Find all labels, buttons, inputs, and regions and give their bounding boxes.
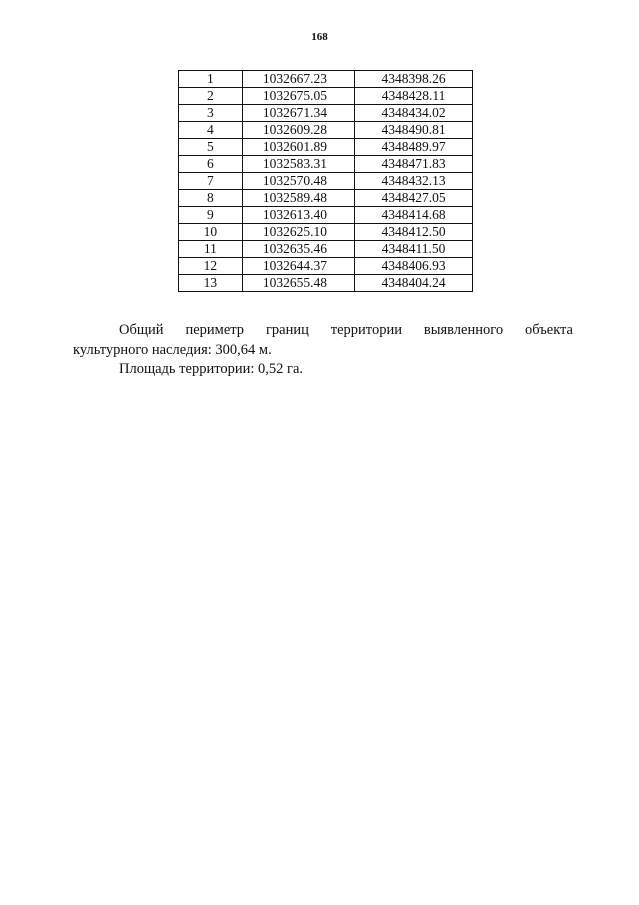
x-coordinate-cell: 1032583.31	[242, 156, 354, 173]
coordinates-table	[178, 70, 473, 292]
y-coordinate-cell: 4348428.11	[355, 88, 473, 105]
point-number-cell: 11	[179, 241, 243, 258]
x-coordinate-cell: 1032625.10	[242, 224, 354, 241]
point-number-cell: 12	[179, 258, 243, 275]
point-number-cell: 3	[179, 105, 243, 122]
point-number-cell: 2	[179, 88, 243, 105]
x-coordinate-cell: 1032635.46	[242, 241, 354, 258]
y-coordinate-cell: 4348490.81	[355, 122, 473, 139]
y-coordinate-cell: 4348412.50	[355, 224, 473, 241]
area-text: Площадь территории: 0,52 га.	[119, 361, 304, 377]
point-number-cell: 5	[179, 139, 243, 156]
point-number-cell: 7	[179, 173, 243, 190]
point-number-cell: 4	[179, 122, 243, 139]
x-coordinate-cell: 1032655.48	[242, 275, 354, 292]
x-coordinate-cell: 1032644.37	[242, 258, 354, 275]
perimeter-text-line1: Общий периметр границ территории выявленного объекта	[119, 322, 573, 338]
page-number: 168	[311, 31, 328, 43]
table-row	[179, 139, 473, 156]
x-coordinate-cell: 1032589.48	[242, 190, 354, 207]
table-row	[179, 122, 473, 139]
x-coordinate-cell: 1032675.05	[242, 88, 354, 105]
table-row	[179, 173, 473, 190]
y-coordinate-cell: 4348434.02	[355, 105, 473, 122]
point-number-cell: 10	[179, 224, 243, 241]
table-row	[179, 156, 473, 173]
y-coordinate-cell: 4348411.50	[355, 241, 473, 258]
coordinates-table-body	[179, 71, 473, 292]
table-row	[179, 71, 473, 88]
table-row	[179, 275, 473, 292]
table-row	[179, 241, 473, 258]
table-row	[179, 258, 473, 275]
perimeter-text-line2: культурного наследия: 300,64 м.	[73, 342, 272, 358]
x-coordinate-cell: 1032613.40	[242, 207, 354, 224]
x-coordinate-cell: 1032609.28	[242, 122, 354, 139]
y-coordinate-cell: 4348406.93	[355, 258, 473, 275]
table-row	[179, 207, 473, 224]
table-row	[179, 190, 473, 207]
point-number-cell: 6	[179, 156, 243, 173]
point-number-cell: 13	[179, 275, 243, 292]
y-coordinate-cell: 4348432.13	[355, 173, 473, 190]
table-row	[179, 224, 473, 241]
x-coordinate-cell: 1032601.89	[242, 139, 354, 156]
y-coordinate-cell: 4348414.68	[355, 207, 473, 224]
y-coordinate-cell: 4348427.05	[355, 190, 473, 207]
x-coordinate-cell: 1032667.23	[242, 71, 354, 88]
point-number-cell: 9	[179, 207, 243, 224]
x-coordinate-cell: 1032671.34	[242, 105, 354, 122]
table-row	[179, 88, 473, 105]
table-row	[179, 105, 473, 122]
point-number-cell: 8	[179, 190, 243, 207]
y-coordinate-cell: 4348404.24	[355, 275, 473, 292]
y-coordinate-cell: 4348489.97	[355, 139, 473, 156]
x-coordinate-cell: 1032570.48	[242, 173, 354, 190]
y-coordinate-cell: 4348471.83	[355, 156, 473, 173]
y-coordinate-cell: 4348398.26	[355, 71, 473, 88]
point-number-cell: 1	[179, 71, 243, 88]
